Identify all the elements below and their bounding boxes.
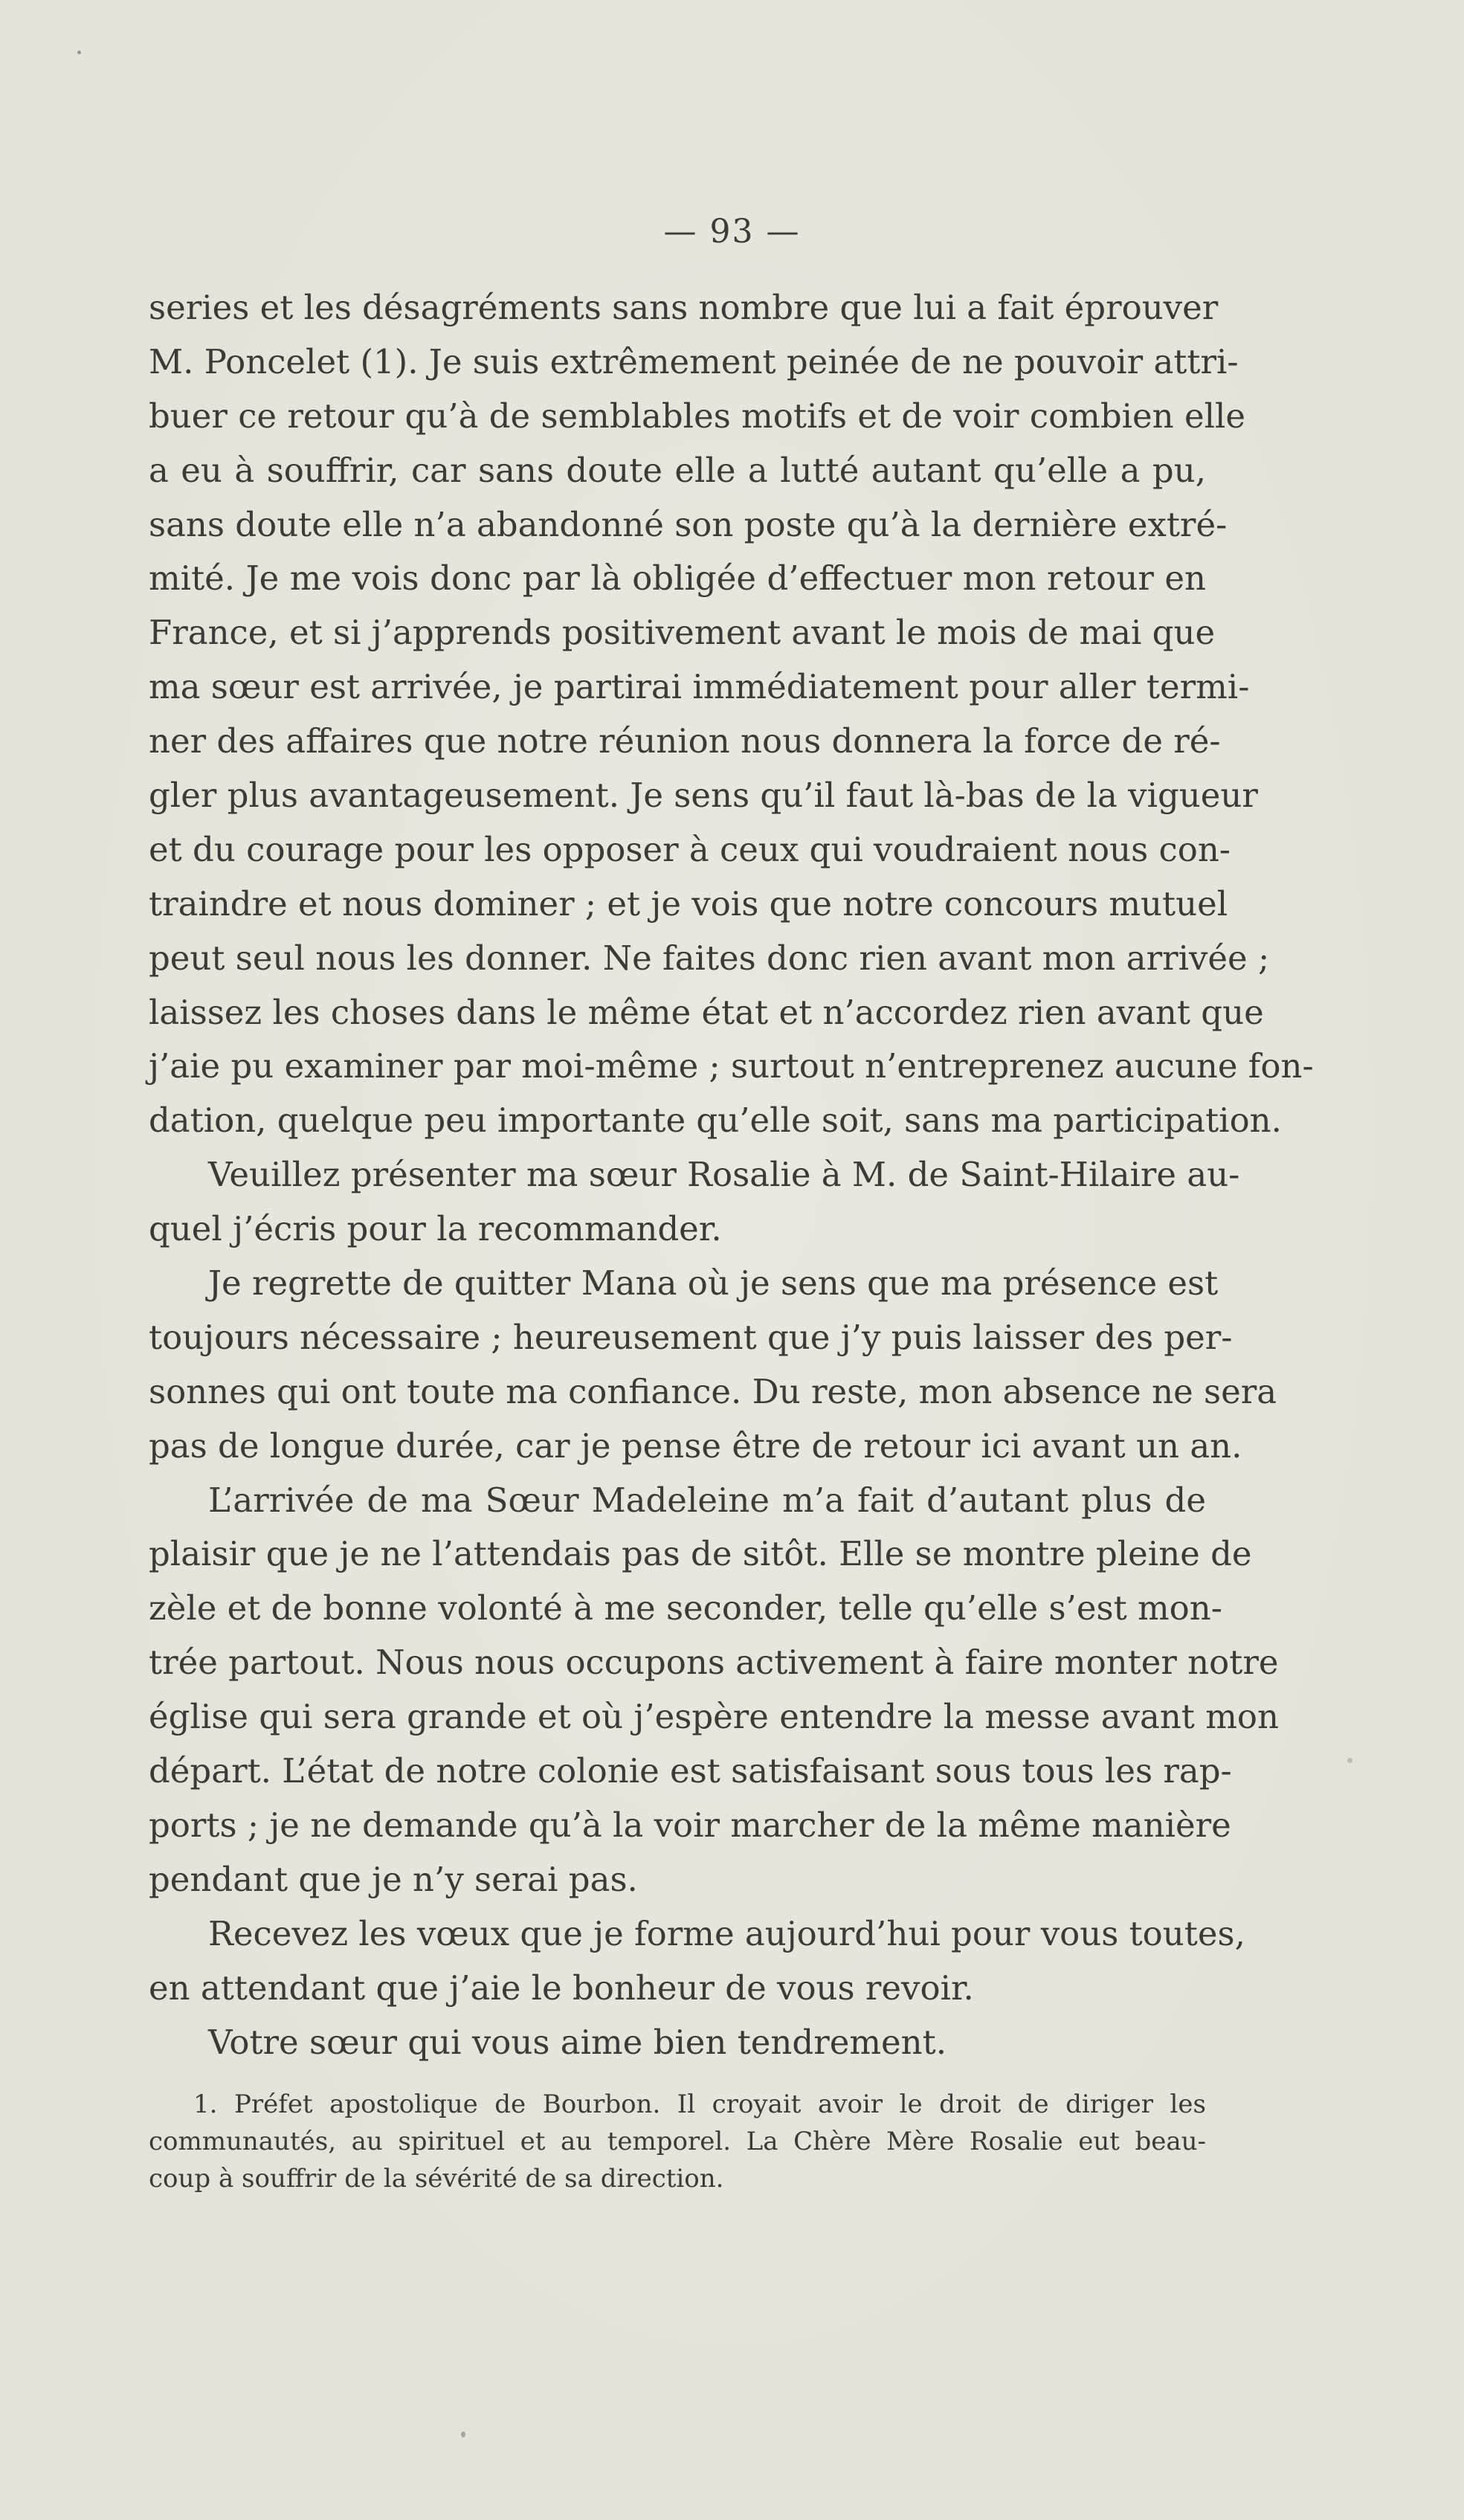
text-line: M. Poncelet (1). Je suis extrêmement peinée de ne pouvoir attri- <box>149 341 1239 381</box>
text-line: ma sœur est arrivée, je partirai immédiatement pour aller termi- <box>149 667 1250 707</box>
text-line: j’aie pu examiner par moi-même ; surtout n’entreprenez aucune fon- <box>149 1046 1314 1086</box>
text-line: peut seul nous les donner. Ne faites donc rien avant mon arrivée ; <box>149 938 1270 978</box>
text-line: en attendant que j’aie le bonheur de vous revoir. <box>149 1968 974 2008</box>
footnote-line: coup à souffrir de la sévérité de sa direction. <box>149 2164 724 2194</box>
closing-line: Votre sœur qui vous aime bien tendrement. <box>208 2022 947 2062</box>
text-line: zèle et de bonne volonté à me seconder, telle qu’elle s’est mon- <box>149 1588 1222 1628</box>
text-line: a eu à souffrir, car sans doute elle a lutté autant qu’elle a pu, <box>149 450 1206 490</box>
text-line: traindre et nous dominer ; et je vois que notre concours mutuel <box>149 883 1228 924</box>
paper-speck <box>461 2432 465 2437</box>
paragraph-start-line: L’arrivée de ma Sœur Madeleine m’a fait d’autant plus de <box>208 1480 1206 1520</box>
paper-speck <box>77 51 81 54</box>
text-line: toujours nécessaire ; heureusement que j’y puis laisser des per- <box>149 1317 1233 1357</box>
paragraph-start-line: Je regrette de quitter Mana où je sens que ma présence est <box>208 1263 1219 1303</box>
text-line: départ. L’état de notre colonie est satisfaisant sous tous les rap- <box>149 1751 1232 1791</box>
footnote-line: 1. Préfet apostolique de Bourbon. Il croyait avoir le droit de diriger les <box>193 2089 1206 2119</box>
page-number: — 93 — <box>663 213 801 251</box>
text-line: buer ce retour qu’à de semblables motifs et de voir combien elle <box>149 396 1246 436</box>
paper-speck <box>1347 1758 1352 1763</box>
text-line: France, et si j’apprends positivement avant le mois de mai que <box>149 613 1216 653</box>
paragraph-start-line: Recevez les vœux que je forme aujourd’hui pour vous toutes, <box>208 1913 1245 1953</box>
text-line: plaisir que je ne l’attendais pas de sitôt. Elle se montre pleine de <box>149 1534 1252 1574</box>
text-line: pas de longue durée, car je pense être de retour ici avant un an. <box>149 1425 1242 1466</box>
text-line: laissez les choses dans le même état et n’accordez rien avant que <box>149 992 1264 1032</box>
text-line: dation, quelque peu importante qu’elle soit, sans ma participation. <box>149 1101 1282 1141</box>
paragraph-start-line: Veuillez présenter ma sœur Rosalie à M. de Saint-Hilaire au- <box>208 1155 1240 1195</box>
text-line: pendant que je n’y serai pas. <box>149 1859 638 1899</box>
text-line: mité. Je me vois donc par là obligée d’effectuer mon retour en <box>149 558 1206 599</box>
footnote <box>149 2086 1206 2197</box>
text-line: ner des affaires que notre réunion nous donnera la force de ré- <box>149 721 1221 761</box>
text-line: sans doute elle n’a abandonné son poste qu’à la dernière extré- <box>149 504 1228 544</box>
text-line: ports ; je ne demande qu’à la voir marcher de la même manière <box>149 1805 1231 1845</box>
text-line: et du courage pour les opposer à ceux qui voudraient nous con- <box>149 829 1231 869</box>
text-line: quel j’écris pour la recommander. <box>149 1209 722 1249</box>
text-line: église qui sera grande et où j’espère entendre la messe avant mon <box>149 1697 1279 1737</box>
text-line: trée partout. Nous nous occupons activement à faire monter notre <box>149 1643 1279 1683</box>
text-line: sonnes qui ont toute ma confiance. Du reste, mon absence ne sera <box>149 1371 1277 1411</box>
footnote-line: communautés, au spirituel et au temporel. La Chère Mère Rosalie eut beau- <box>149 2127 1206 2156</box>
text-line: series et les désagréments sans nombre que lui a fait éprouver <box>149 288 1219 327</box>
text-line: gler plus avantageusement. Je sens qu’il faut là-bas de la vigueur <box>149 776 1258 816</box>
body-text <box>149 281 1314 2069</box>
